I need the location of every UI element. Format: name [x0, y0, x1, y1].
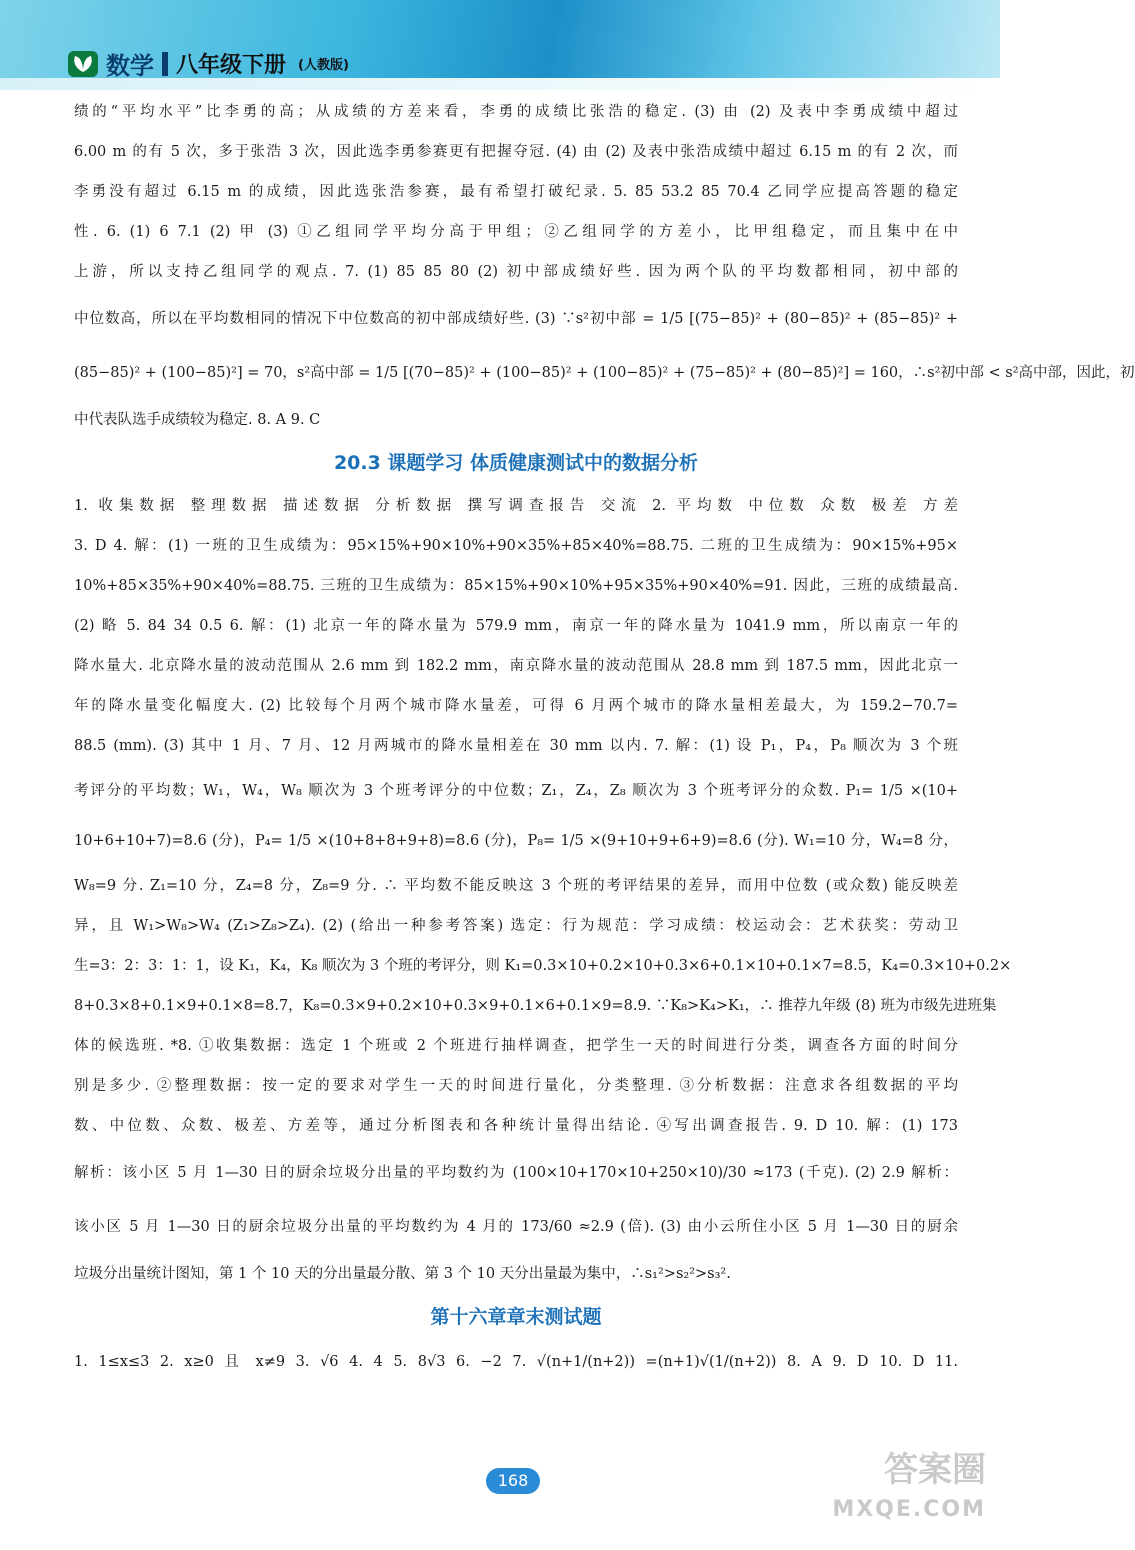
text-line: 垃圾分出量统计图知，第 1 个 10 天的分出量最分散、第 3 个 10 天分出量最为集中，∴s₁²>s₂²>s₃². — [74, 1266, 731, 1282]
section-title: 20.3 课题学习 体质健康测试中的数据分析 — [333, 452, 699, 474]
text-line: (2) 略 5. 84 34 0.5 6. 解：(1) 北京一年的降水量为 579.9 mm，南京一年的降水量为 1041.9 mm，所以南京一年的 — [74, 618, 958, 634]
watermark — [832, 1450, 986, 1530]
text-line: 绩的“平均水平”比李勇的高；从成绩的方差来看，李勇的成绩比张浩的稳定. (3) 由 (2) 及表中李勇成绩中超过 — [74, 104, 958, 120]
text-line: W₈=9 分. Z₁=10 分，Z₄=8 分，Z₈=9 分. ∴ 平均数不能反映这 3 个班的考评结果的差异，而用中位数 (或众数) 能反映差 — [74, 878, 958, 894]
text-line: 88.5 (mm). (3) 其中 1 月、7 月、12 月两城市的降水量相差在 30 mm 以内. 7. 解：(1) 设 P₁，P₄，P₈ 顺次为 3 个班 — [74, 738, 958, 754]
text-line: 生=3：2：3：1：1，设 K₁，K₄，K₈ 顺次为 3 个班的考评分，则 K₁=0.3×10+0.2×10+0.3×6+0.1×10+0.1×7=8.5，K₄=0.3×10+0.2× — [74, 958, 1012, 974]
text-line: 异，且 W₁>W₈>W₄ (Z₁>Z₈>Z₄). (2) (给出一种参考答案) 选定：行为规范：学习成绩：校运动会：艺术获奖：劳动卫 — [74, 918, 958, 934]
text-line: 考评分的平均数；W₁，W₄，W₈ 顺次为 3 个班考评分的中位数；Z₁，Z₄，Z₈ 顺次为 3 个班考评分的众数. P₁= 1/5 ×(10+ — [74, 783, 958, 799]
page-number: 168 — [486, 1468, 540, 1494]
text-line: 8+0.3×8+0.1×9+0.1×8=8.7，K₈=0.3×9+0.2×10+0.3×9+0.1×6+0.1×9=8.9. ∵K₈>K₄>K₁，∴ 推荐九年级 (8) 班为市级先进班集 — [74, 998, 997, 1014]
text-line: 1. 收集数据 整理数据 描述数据 分析数据 撰写调查报告 交流 2. 平均数 中位数 众数 极差 方差 — [74, 498, 958, 514]
text-line: 性. 6. (1) 6 7.1 (2) 甲 (3) ①乙组同学平均分高于甲组；②乙组同学的方差小，比甲组稳定，而且集中在中 — [74, 224, 958, 240]
grade-label: 八年级下册 — [176, 53, 287, 78]
text-line: 李勇没有超过 6.15 m 的成绩，因此选张浩参赛，最有希望打破纪录. 5. 85 53.2 85 70.4 乙同学应提高答题的稳定 — [74, 184, 958, 200]
edition-label: (人教版) — [298, 58, 349, 73]
text-line: 3. D 4. 解：(1) 一班的卫生成绩为：95×15%+90×10%+90×35%+85×40%=88.75. 二班的卫生成绩为：90×15%+95× — [74, 538, 958, 554]
leaf-logo-icon — [68, 51, 98, 77]
text-line: 数、中位数、众数、极差、方差等，通过分析图表和各种统计量得出结论. ④写出调查报告. 9. D 10. 解：(1) 173 — [74, 1118, 958, 1134]
text-line: 10+6+10+7)=8.6 (分)，P₄= 1/5 ×(10+8+8+9+8)=8.6 (分)，P₈= 1/5 ×(9+10+9+6+9)=8.6 (分). W₁=10 分，W₄=8 分， — [74, 833, 958, 849]
watermark-line: 答案圈 — [884, 1450, 986, 1490]
text-line: 6.00 m 的有 5 次，多于张浩 3 次，因此选李勇参赛更有把握夺冠. (4) 由 (2) 及表中张浩成绩中超过 6.15 m 的有 2 次，而 — [74, 144, 958, 160]
text-line: 中代表队选手成绩较为稳定. 8. A 9. C — [74, 412, 321, 428]
text-line: 上游，所以支持乙组同学的观点. 7. (1) 85 85 80 (2) 初中部成绩好些. 因为两个队的平均数都相同，初中部的 — [74, 264, 958, 280]
text-line: (85−85)² + (100−85)²] = 70，s²高中部 = 1/5 [(70−85)² + (100−85)² + (100−85)² + (75−85)² + (80−85)²] = 160，∴s²初中部 < s²高中部，因此，初 — [74, 365, 1135, 381]
book-brand — [68, 46, 349, 81]
text-line: 解析：该小区 5 月 1—30 日的厨余垃圾分出量的平均数约为 (100×10+170×10+250×10)/30 ≈173 (千克). (2) 2.9 解析： — [74, 1165, 958, 1181]
text-line: 10%+85×35%+90×40%=88.75. 三班的卫生成绩为：85×15%+90×10%+95×35%+90×40%=91. 因此，三班的成绩最高. — [74, 578, 958, 594]
text-line: 1. 1≤x≤3 2. x≥0 且 x≠9 3. √6 4. 4 5. 8√3 6. −2 7. √(n+1/(n+2)) =(n+1)√(1/(n+2)) 8. A 9. D 10. D 11. — [74, 1354, 958, 1370]
text-line: 该小区 5 月 1—30 日的厨余垃圾分出量的平均数约为 4 月的 173/60 ≈2.9 (倍). (3) 由小云所住小区 5 月 1—30 日的厨余 — [74, 1219, 958, 1235]
text-line: 别是多少. ②整理数据：按一定的要求对学生一天的时间进行量化，分类整理. ③分析数据：注意求各组数据的平均 — [74, 1078, 958, 1094]
text-line: 中位数高，所以在平均数相同的情况下中位数高的初中部成绩好些. (3) ∵s²初中部 = 1/5 [(75−85)² + (80−85)² + (85−85)² + — [74, 311, 958, 327]
subject-label: 数学 — [106, 52, 154, 80]
text-line: 年的降水量变化幅度大. (2) 比较每个月两个城市降水量差，可得 6 月两个城市的降水量相差最大，为 159.2−70.7= — [74, 698, 958, 714]
text-line: 降水量大. 北京降水量的波动范围从 2.6 mm 到 182.2 mm，南京降水量的波动范围从 28.8 mm 到 187.5 mm，因此北京一 — [74, 658, 958, 674]
watermark-line: MXQE.COM — [832, 1497, 986, 1522]
answer-content — [74, 92, 1135, 1384]
section-title: 第十六章章末测试题 — [430, 1306, 602, 1328]
text-line: 体的候选班. *8. ①收集数据：选定 1 个班或 2 个班进行抽样调查，把学生一天的时间进行分类，调查各方面的时间分 — [74, 1038, 958, 1054]
title-divider — [162, 52, 168, 76]
